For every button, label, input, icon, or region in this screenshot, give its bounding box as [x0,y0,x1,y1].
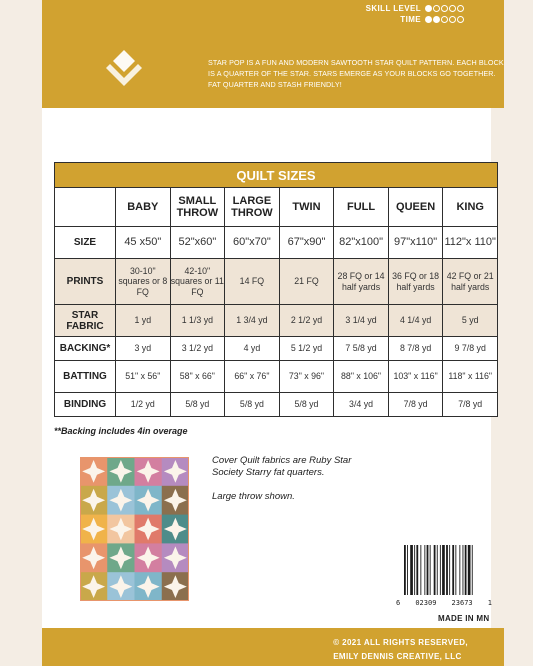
backing-note: **Backing includes 4in overage [54,426,188,436]
table-cell: 5/8 yd [170,393,225,417]
table-cell: 3 1/4 yd [334,305,389,337]
barcode-bar [449,545,450,595]
row-label: PRINTS [55,259,116,305]
table-cell: 103" x 116" [388,361,443,393]
table-cell: 112"x 110" [443,227,498,259]
barcode-bar [430,545,431,595]
table-cell: 3 yd [116,337,171,361]
table-cell: 42 FQ or 21 half yards [443,259,498,305]
barcode-digit-first: 6 [396,599,401,607]
table-cell: 52"x60" [170,227,225,259]
row-label: BATTING [55,361,116,393]
table-cell: 7 5/8 yd [334,337,389,361]
time-dots [425,16,464,23]
table-cell: 73" x 96" [279,361,334,393]
cover-fabric-text: Cover Quilt fabrics are Ruby Star Society Starry fat quarters. [212,455,352,478]
table-row [55,393,498,417]
column-header: FULL [334,188,389,227]
barcode-bar [407,545,408,595]
row-label: SIZE [55,227,116,259]
barcode-icon [402,545,490,597]
table-row [55,259,498,305]
barcode-bar [416,545,418,595]
barcode-bar [440,545,441,595]
table-cell: 7/8 yd [443,393,498,417]
cover-quilt-image [80,457,189,601]
table-cell: 7/8 yd [388,393,443,417]
empty-dot-icon [441,5,448,12]
brand-logo-icon [102,48,146,88]
copyright [333,636,468,664]
table-cell: 45 x50" [116,227,171,259]
barcode-bar [427,545,429,595]
barcode-bar [472,545,473,595]
barcode-digit-left: 02309 [415,599,437,607]
barcode-bar [424,545,425,595]
table-cell: 14 FQ [225,259,280,305]
table-cell: 28 FQ or 14 half yards [334,259,389,305]
skill-level-label: SKILL LEVEL [365,4,421,13]
copyright-line-2: EMILY DENNIS CREATIVE, LLC [333,652,462,661]
barcode-bar [452,545,454,595]
barcode-bar [463,545,464,595]
table-cell: 42-10" squares or 11 FQ [170,259,225,305]
barcode-number [396,599,492,607]
column-header: KING [443,188,498,227]
barcode-digit-check: 1 [487,599,492,607]
table-cell: 8 7/8 yd [388,337,443,361]
cover-quilt-note [212,455,362,515]
empty-dot-icon [457,5,464,12]
table-cell: 82"x100" [334,227,389,259]
table-cell: 88" x 106" [334,361,389,393]
table-cell: 9 7/8 yd [443,337,498,361]
quilt-sizes-table [54,162,498,417]
empty-dot-icon [449,5,456,12]
row-label: BACKING* [55,337,116,361]
made-in-label: MADE IN MN [438,614,490,623]
table-row [55,227,498,259]
skill-time-rating [366,3,464,25]
barcode-bar [437,545,438,595]
filled-dot-icon [425,5,432,12]
left-margin [0,0,42,666]
table-cell: 36 FQ or 18 half yards [388,259,443,305]
table-row [55,361,498,393]
row-label: STAR FABRIC [55,305,116,337]
column-header: BABY [116,188,171,227]
table-cell: 60"x70" [225,227,280,259]
table-cell: 5/8 yd [279,393,334,417]
barcode-bar [404,545,406,595]
table-row [55,337,498,361]
table-cell: 1/2 yd [116,393,171,417]
barcode-bar [442,545,445,595]
empty-dot-icon [441,16,448,23]
table-cell: 3/4 yd [334,393,389,417]
table-cell: 1 1/3 yd [170,305,225,337]
barcode-bar [434,545,436,595]
pattern-description: STAR POP IS A FUN AND MODERN SAWTOOTH STAR QUILT PATTERN. EACH BLOCK IS A QUARTER OF THE STAR. STARS EMERGE AS YOUR BLOCKS GO TOGETHER. FAT QUARTER AND STASH FRIENDLY! [208,58,504,89]
table-cell: 3 1/2 yd [170,337,225,361]
filled-dot-icon [425,16,432,23]
table-title: QUILT SIZES [55,163,498,188]
table-cell: 4 yd [225,337,280,361]
barcode-digit-right: 23673 [451,599,473,607]
row-label: BINDING [55,393,116,417]
table-cell: 21 FQ [279,259,334,305]
column-header: TWIN [279,188,334,227]
table-cell: 5/8 yd [225,393,280,417]
barcode-bar [414,545,415,595]
table-cell: 1 3/4 yd [225,305,280,337]
barcode-bar [468,545,471,595]
header-band [42,0,504,108]
table-cell: 118" x 116" [443,361,498,393]
table-cell: 1 yd [116,305,171,337]
barcode-bar [420,545,421,595]
table-cell: 30-10" squares or 8 FQ [116,259,171,305]
column-header: LARGE THROW [225,188,280,227]
table-cell: 4 1/4 yd [388,305,443,337]
skill-level-dots [425,5,464,12]
barcode-bar [459,545,460,595]
table-cell: 67"x90" [279,227,334,259]
barcode-bar [455,545,456,595]
copyright-line-1: © 2021 ALL RIGHTS RESERVED, [333,638,468,647]
barcode-bar [446,545,448,595]
table-cell: 66" x 76" [225,361,280,393]
empty-dot-icon [433,5,440,12]
table-cell: 51" x 56" [116,361,171,393]
barcode-bar [465,545,467,595]
column-header: QUEEN [388,188,443,227]
time-label: TIME [400,15,421,24]
column-header: SMALL THROW [170,188,225,227]
barcode-bar [410,545,413,595]
table-row [55,305,498,337]
table-cell: 97"x110" [388,227,443,259]
empty-dot-icon [449,16,456,23]
table-cell: 5 1/2 yd [279,337,334,361]
footer-band [42,628,504,666]
corner-cell [55,188,116,227]
empty-dot-icon [457,16,464,23]
filled-dot-icon [433,16,440,23]
table-cell: 58" x 66" [170,361,225,393]
table-cell: 5 yd [443,305,498,337]
size-shown-text: Large throw shown. [212,491,295,502]
table-cell: 2 1/2 yd [279,305,334,337]
